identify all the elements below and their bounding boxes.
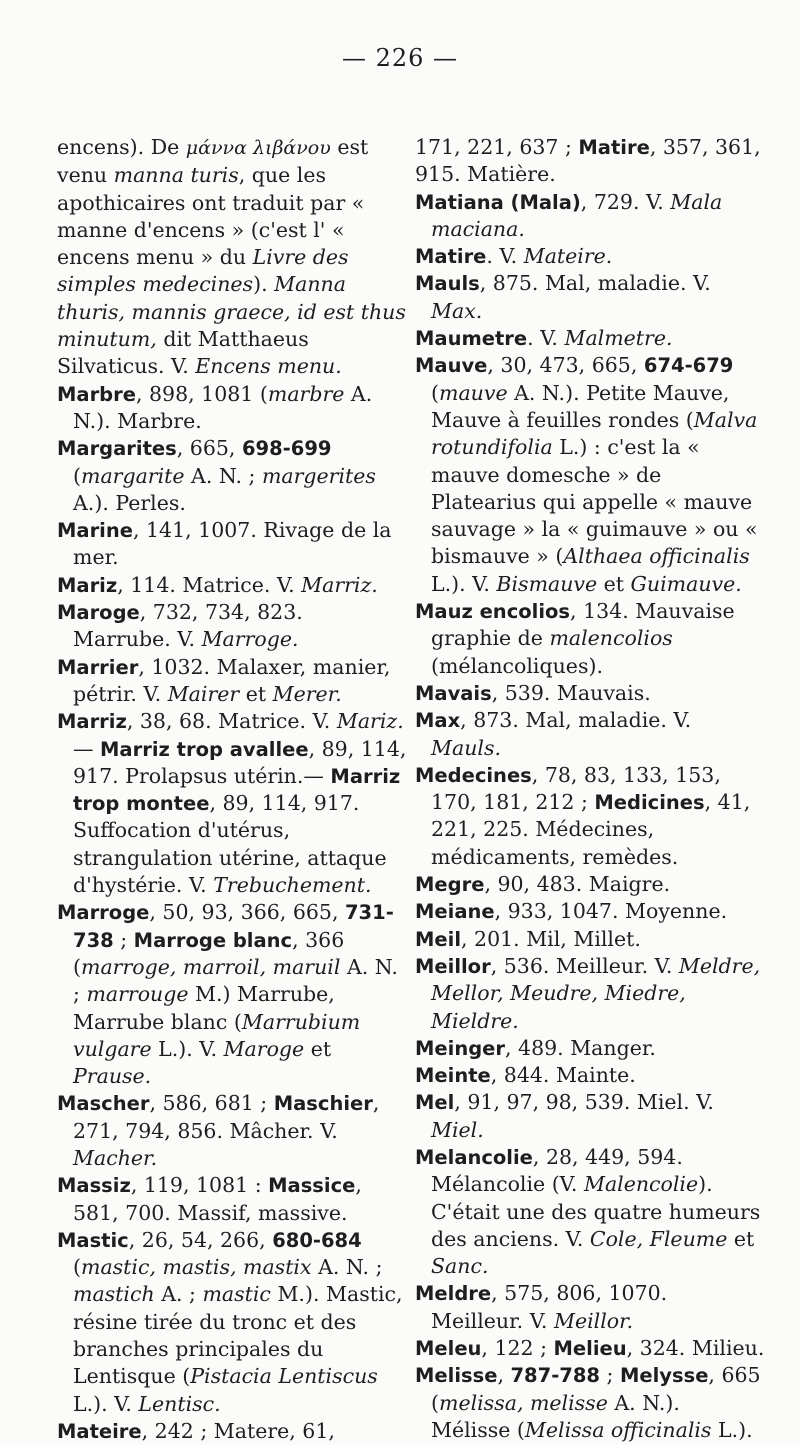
entry-meldre: Meldre, 575, 806, 1070. Meilleur. V. Meillor. <box>415 1281 668 1333</box>
entry-meleu: Meleu, 122 ; Melieu, 324. Milieu. <box>415 1336 765 1361</box>
entry-marriz: Marriz, 38, 68. Matrice. V. Mariz.— Marriz trop avallee, 89, 114, 917. Prolapsus utérin.— Marriz trop montee, 89, 114, 917. Suffocation d'utérus, strangulation utérine, attaque d'hystérie. V. Trebuchement. <box>57 709 407 898</box>
entry-mastic: Mastic, 26, 54, 266, 680-684 (mastic, mastis, mastix A. N. ; mastich A. ; mastic M.). Mastic, résine tirée du tronc et des branches principales du Lentisque (Pistacia Lentiscus L.). V. Lentisc. <box>57 1227 403 1416</box>
entry-maroge: Maroge, 732, 734, 823. Marrube. V. Marroge. <box>57 600 303 652</box>
entry-matiana: Matiana (Mala), 729. V. Mala maciana. <box>415 189 723 241</box>
right-column <box>415 134 765 1444</box>
entry-mauve: Mauve, 30, 473, 665, 674-679 (mauve A. N.). Petite Mauve, Mauve à feuilles rondes (Malva rotundifolia L.) : c'est la « mauve domesche » de Platearius qui appelle « mauve sauvage » la « guimauve » ou « bismauve » (Althaea officinalis L.). V. Bismauve et Guimauve. <box>415 353 758 596</box>
entry-manna-continuation: encens). De μάννα λιβάνου est venu manna turis, que les apothicaires ont traduit par « manne d'encens » (c'est l' « encens menu » du Livre des simples medecines). Manna thuris, mannis graece, id est thus minutum, dit Matthaeus Silvaticus. V. Encens menu. <box>57 135 406 379</box>
entry-mascher: Mascher, 586, 681 ; Maschier, 271, 794, 856. Mâcher. V. Macher. <box>57 1091 380 1170</box>
entry-medecines: Medecines, 78, 83, 133, 153, 170, 181, 212 ; Medicines, 41, 221, 225. Médecines, médicaments, remèdes. <box>415 762 751 869</box>
entry-meil: Meil, 201. Mil, Millet. <box>415 926 641 951</box>
left-column <box>57 134 407 1445</box>
page-number: — 226 — <box>341 44 459 72</box>
entry-megre: Megre, 90, 483. Maigre. <box>415 872 671 897</box>
entry-meinger: Meinger, 489. Manger. <box>415 1035 656 1060</box>
entry-max: Max, 873. Mal, maladie. V. Mauls. <box>415 708 692 760</box>
entry-mariz: Mariz, 114. Matrice. V. Marriz. <box>57 572 378 597</box>
entry-marbre: Marbre, 898, 1081 (marbre A. N.). Marbre. <box>57 381 373 433</box>
entry-matire: Matire. V. Mateire. <box>415 244 613 269</box>
entry-mel: Mel, 91, 97, 98, 539. Miel. V. Miel. <box>415 1090 714 1142</box>
entry-meillor: Meillor, 536. Meilleur. V. Meldre, Mellor, Meudre, Miedre, Mieldre. <box>415 953 761 1033</box>
entry-melancolie: Melancolie, 28, 449, 594. Mélancolie (V. Malencolie). C'était une des quatre humeurs des anciens. V. Cole, Fleume et Sanc. <box>415 1144 761 1279</box>
entry-mauz-encolios: Mauz encolios, 134. Mauvaise graphie de malencolios (mélancoliques). <box>415 599 735 678</box>
entry-meinte: Meinte, 844. Mainte. <box>415 1063 636 1088</box>
entry-melisse: Melisse, 787-788 ; Melysse, 665 (melissa, melisse A. N.). Mélisse (Melissa officinalis L.). <box>415 1363 761 1442</box>
entry-mavais: Mavais, 539. Mauvais. <box>415 680 651 705</box>
entry-mateire: Mateire, 242 ; Matere, 61, <box>57 1418 335 1443</box>
entry-mateire-continuation: 171, 221, 637 ; Matire, 357, 361, 915. Matière. <box>415 135 761 187</box>
entry-marine: Marine, 141, 1007. Rivage de la mer. <box>57 518 392 570</box>
entry-maumetre: Maumetre. V. Malmetre. <box>415 326 673 351</box>
entry-meiane: Meiane, 933, 1047. Moyenne. <box>415 899 728 924</box>
entry-marroge: Marroge, 50, 93, 366, 665, 731-738 ; Marroge blanc, 366 (marroge, marroil, maruil A. N. ; marrouge M.) Marrube, Marrube blanc (Marrubium vulgare L.). V. Maroge et Prause. <box>57 900 398 1089</box>
entry-marrier: Marrier, 1032. Malaxer, manier, pétrir. V. Mairer et Merer. <box>57 654 391 706</box>
entry-massiz: Massiz, 119, 1081 : Massice, 581, 700. Massif, massive. <box>57 1173 362 1225</box>
entry-margarites: Margarites, 665, 698-699 (margarite A. N. ; margerites A.). Perles. <box>57 436 376 515</box>
entry-mauls: Mauls, 875. Mal, maladie. V. Max. <box>415 271 711 323</box>
